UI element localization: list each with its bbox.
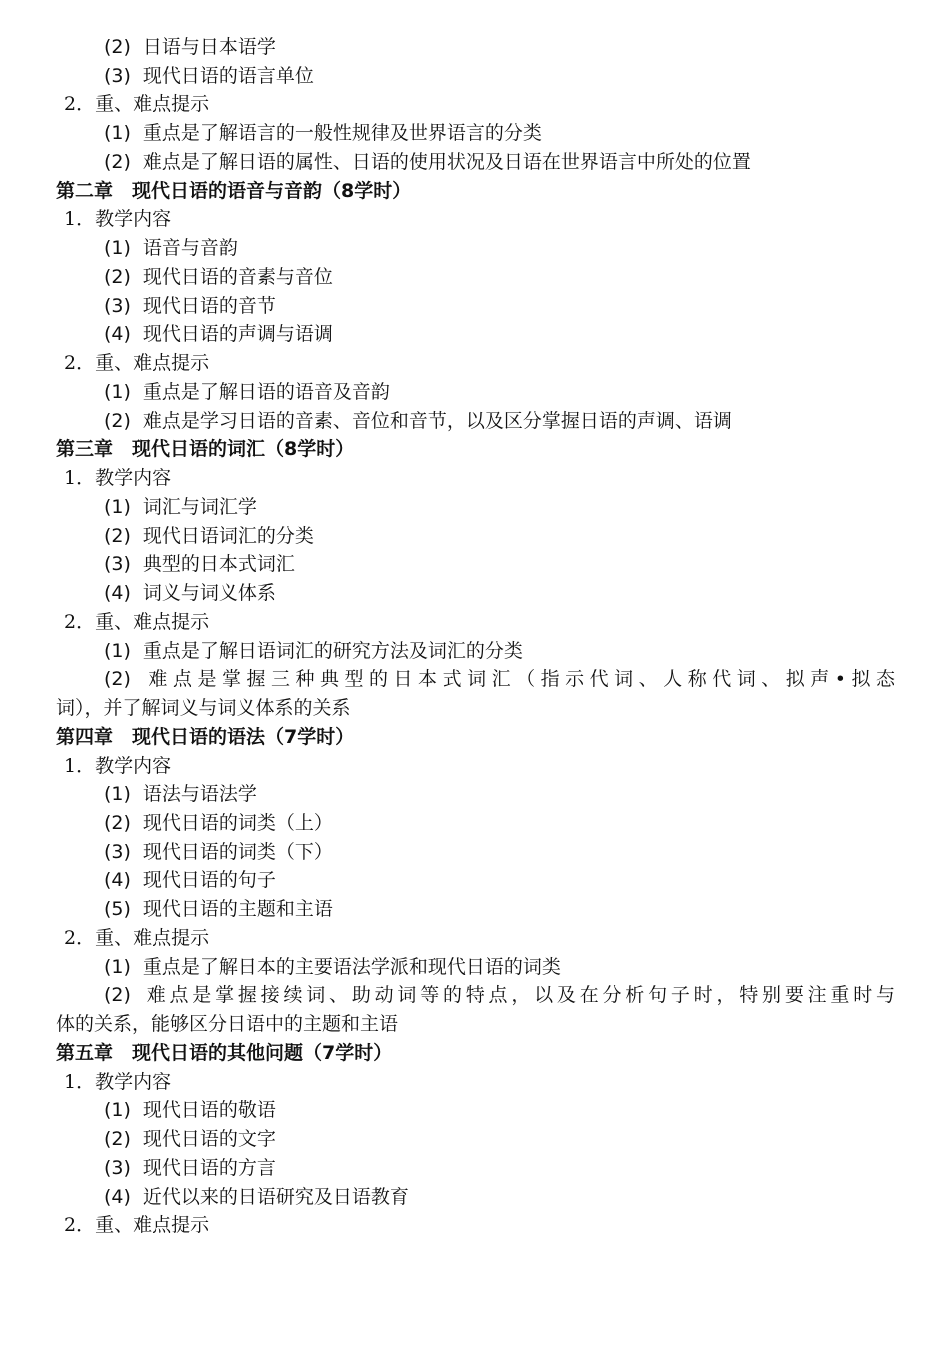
item-number: (3): [104, 65, 131, 87]
list-item: [104, 666, 895, 692]
list-item: [104, 1155, 276, 1181]
list-item: [104, 781, 257, 807]
section-label: [64, 465, 171, 491]
line-text: 重点是了解日语词汇的研究方法及词汇的分类: [142, 640, 523, 662]
item-number: (2): [104, 36, 131, 58]
line-text: 词），并了解词义与词义体系的关系: [56, 697, 351, 719]
line-text: 重点是了解语言的一般性规律及世界语言的分类: [142, 122, 542, 144]
line-text: 词义与词义体系: [142, 582, 276, 604]
chapter-heading: [56, 436, 354, 462]
line-text: 词汇与词汇学: [142, 496, 257, 518]
list-item: [104, 293, 276, 319]
section-label: [64, 350, 209, 376]
list-item: [104, 34, 276, 60]
item-number: (1): [104, 640, 131, 662]
item-number: (2): [104, 410, 131, 432]
item-number: (1): [104, 1099, 131, 1121]
chapter-heading: [56, 1040, 392, 1066]
paragraph-continuation: [56, 1011, 398, 1037]
list-item: [104, 896, 333, 922]
item-number: (3): [104, 295, 131, 317]
line-text: 1．教学内容: [64, 208, 172, 230]
item-number: (2): [104, 525, 131, 547]
item-number: (1): [104, 783, 131, 805]
list-item: [104, 120, 542, 146]
item-number: (3): [104, 553, 131, 575]
list-item: [104, 839, 333, 865]
list-item: [104, 408, 732, 434]
chapter-heading: [56, 178, 411, 204]
item-number: (1): [104, 381, 131, 403]
line-text: 现代日语词汇的分类: [142, 525, 314, 547]
section-label: [64, 753, 171, 779]
item-number: (3): [104, 841, 131, 863]
line-text: 语音与音韵: [142, 237, 238, 259]
section-label: [64, 925, 209, 951]
line-text: 现代日语的主题和主语: [142, 898, 333, 920]
line-text: 难点是了解日语的属性、日语的使用状况及日语在世界语言中所处的位置: [142, 151, 751, 173]
line-text: 难点是学习日语的音素、音位和音节，以及区分掌握日语的声调、语调: [142, 410, 732, 432]
item-number: (1): [104, 956, 131, 978]
list-item: [104, 321, 333, 347]
line-text: 2．重、难点提示: [64, 93, 210, 115]
chapter-heading: [56, 724, 354, 750]
section-label: [64, 91, 209, 117]
line-text: 1．教学内容: [64, 467, 172, 489]
list-item: [104, 982, 895, 1008]
line-text: 重点是了解日语的语音及音韵: [142, 381, 390, 403]
line-text: 难点是掌握三种典型的日本式词汇（指示代词、人称代词、拟声•拟态: [142, 668, 895, 690]
line-text: 日语与日本语学: [142, 36, 276, 58]
item-number: (2): [104, 151, 131, 173]
line-text: 现代日语的语言单位: [142, 65, 314, 87]
line-text: 第二章 现代日语的语音与音韵（8学时）: [56, 180, 412, 202]
line-text: 现代日语的词类（上）: [142, 812, 333, 834]
item-number: (4): [104, 869, 131, 891]
section-label: [64, 1212, 209, 1238]
line-text: 第四章 现代日语的语法（7学时）: [56, 726, 355, 748]
line-text: 现代日语的方言: [142, 1157, 276, 1179]
item-number: (1): [104, 237, 131, 259]
line-text: 第三章 现代日语的词汇（8学时）: [56, 438, 355, 460]
item-number: (2): [104, 1128, 131, 1150]
line-text: 2．重、难点提示: [64, 1214, 210, 1236]
item-number: (2): [104, 812, 131, 834]
item-number: (1): [104, 122, 131, 144]
line-text: 第五章 现代日语的其他问题（7学时）: [56, 1042, 393, 1064]
list-item: [104, 1097, 276, 1123]
item-number: (5): [104, 898, 131, 920]
item-number: (4): [104, 582, 131, 604]
list-item: [104, 235, 238, 261]
line-text: 难点是掌握接续词、助动词等的特点，以及在分析句子时，特别要注重时与: [142, 984, 895, 1006]
line-text: 典型的日本式词汇: [142, 553, 295, 575]
line-text: 重点是了解日本的主要语法学派和现代日语的词类: [142, 956, 561, 978]
item-number: (2): [104, 668, 131, 690]
line-text: 现代日语的文字: [142, 1128, 276, 1150]
list-item: [104, 867, 276, 893]
line-text: 现代日语的音素与音位: [142, 266, 333, 288]
list-item: [104, 810, 333, 836]
list-item: [104, 1184, 409, 1210]
list-item: [104, 379, 390, 405]
line-text: 2．重、难点提示: [64, 352, 210, 374]
item-number: (2): [104, 266, 131, 288]
line-text: 近代以来的日语研究及日语教育: [142, 1186, 409, 1208]
line-text: 现代日语的敬语: [142, 1099, 276, 1121]
list-item: [104, 494, 257, 520]
item-number: (3): [104, 1157, 131, 1179]
line-text: 1．教学内容: [64, 1071, 172, 1093]
list-item: [104, 523, 314, 549]
item-number: (2): [104, 984, 131, 1006]
section-label: [64, 1069, 171, 1095]
list-item: [104, 264, 333, 290]
line-text: 现代日语的音节: [142, 295, 276, 317]
list-item: [104, 1126, 276, 1152]
list-item: [104, 954, 561, 980]
item-number: (1): [104, 496, 131, 518]
list-item: [104, 580, 276, 606]
line-text: 语法与语法学: [142, 783, 257, 805]
line-text: 2．重、难点提示: [64, 611, 210, 633]
list-item: [104, 551, 295, 577]
line-text: 现代日语的词类（下）: [142, 841, 333, 863]
list-item: [104, 638, 523, 664]
item-number: (4): [104, 323, 131, 345]
line-text: 2．重、难点提示: [64, 927, 210, 949]
line-text: 现代日语的句子: [142, 869, 276, 891]
section-label: [64, 206, 171, 232]
line-text: 1．教学内容: [64, 755, 172, 777]
line-text: 体的关系，能够区分日语中的主题和主语: [56, 1013, 399, 1035]
paragraph-continuation: [56, 695, 351, 721]
list-item: [104, 63, 314, 89]
item-number: (4): [104, 1186, 131, 1208]
line-text: 现代日语的声调与语调: [142, 323, 333, 345]
list-item: [104, 149, 751, 175]
section-label: [64, 609, 209, 635]
